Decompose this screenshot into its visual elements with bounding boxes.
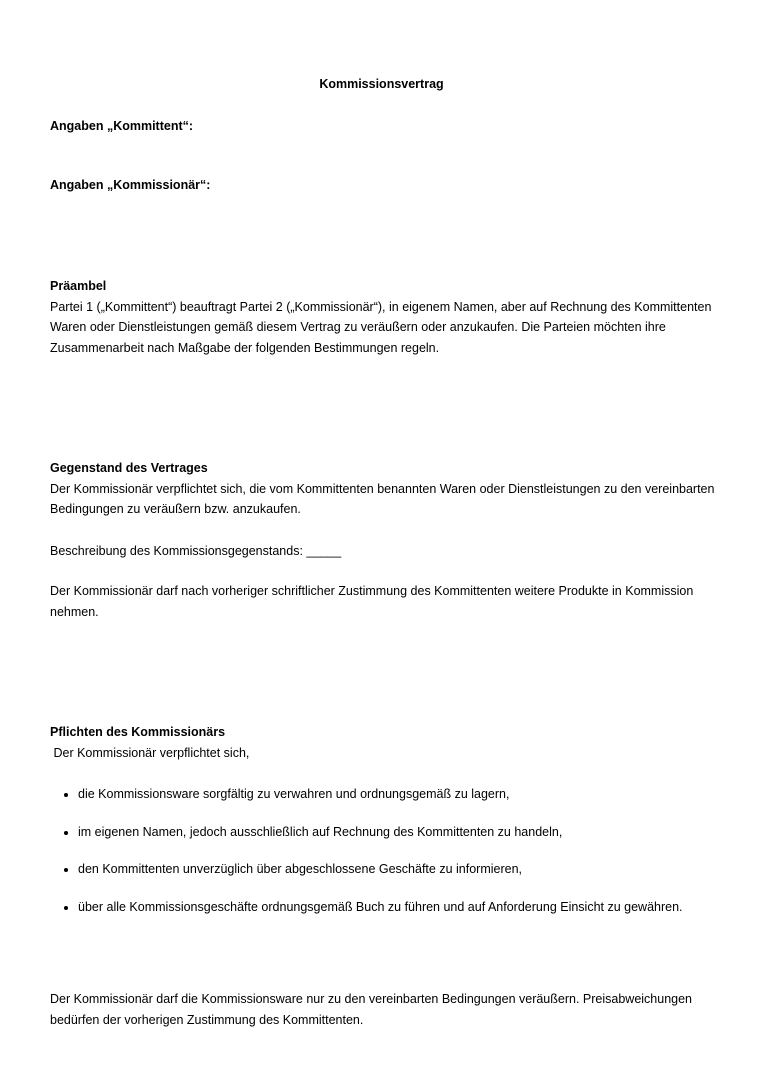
list-item: die Kommissionsware sorgfältig zu verwahren und ordnungsgemäß zu lagern, bbox=[50, 784, 715, 805]
subject-heading: Gegenstand des Vertrages bbox=[50, 461, 208, 475]
subject-text: Der Kommissionär verpflichtet sich, die vom Kommittenten benannten Waren oder Dienstleistungen zu den vereinbarten Bedingungen zu veräußern bzw. anzukaufen. bbox=[50, 481, 715, 516]
duties-section bbox=[50, 722, 715, 763]
list-item: im eigenen Namen, jedoch ausschließlich auf Rechnung des Kommittenten zu handeln, bbox=[50, 822, 715, 843]
subject-section bbox=[50, 458, 715, 520]
preamble-section bbox=[50, 276, 715, 358]
preamble-heading: Präambel bbox=[50, 279, 107, 293]
party2-label: Angaben „Kommissionär“: bbox=[50, 178, 211, 192]
party1-label: Angaben „Kommittent“: bbox=[50, 119, 194, 133]
subject-extra-products: Der Kommissionär darf nach vorheriger schriftlicher Zustimmung des Kommittenten weitere Produkte in Kommission nehmen. bbox=[50, 584, 694, 619]
duties-list-container bbox=[50, 784, 715, 934]
duties-list bbox=[50, 784, 715, 917]
document-title: Kommissionsvertrag bbox=[319, 77, 444, 91]
duties-closing: Der Kommissionär darf die Kommissionsware nur zu den vereinbarten Bedingungen veräußern. Preisabweichungen bedürfen der vorherigen Zustimmung des Kommittenten. bbox=[50, 992, 693, 1027]
subject-description-line: Beschreibung des Kommissionsgegenstands: _____ bbox=[50, 544, 342, 558]
list-item: den Kommittenten unverzüglich über abgeschlossene Geschäfte zu informieren, bbox=[50, 859, 715, 880]
duties-intro: Der Kommissionär verpflichtet sich, bbox=[50, 745, 250, 760]
list-item: über alle Kommissionsgeschäfte ordnungsgemäß Buch zu führen und auf Anforderung Einsicht zu gewähren. bbox=[50, 897, 715, 918]
preamble-text: Partei 1 („Kommittent“) beauftragt Partei 2 („Kommissionär“), in eigenem Namen, aber auf Rechnung des Kommittenten Waren oder Dienstleistungen gemäß diesem Vertrag zu veräußern oder anzukaufen. Die Parteien möchten ihre Zusammenarbeit nach Maßgabe der folgenden Bestimmungen regeln. bbox=[50, 299, 712, 355]
duties-heading: Pflichten des Kommissionärs bbox=[50, 725, 226, 739]
